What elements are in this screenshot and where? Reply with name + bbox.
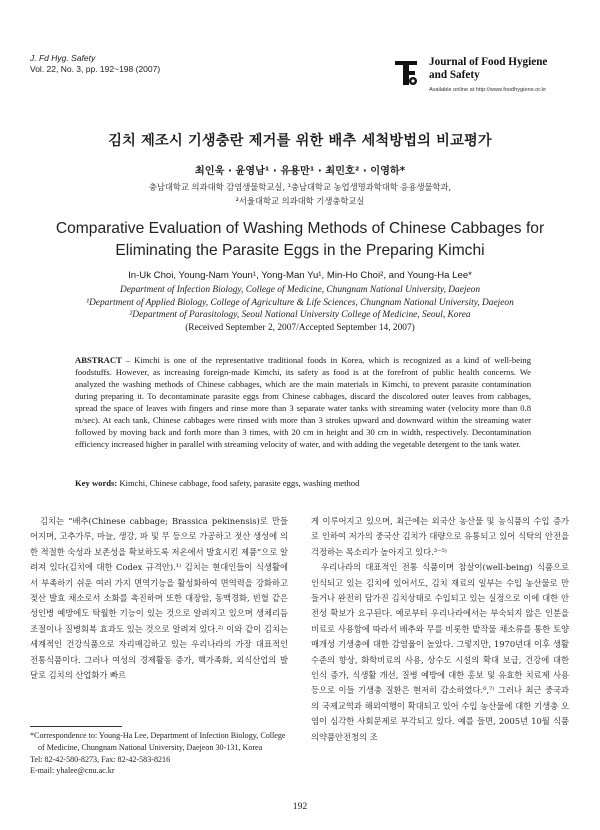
journal-abbrev: J. Fd Hyg. Safety <box>30 53 96 63</box>
body-column-left <box>30 514 288 683</box>
keywords-label: Key words: <box>75 478 118 488</box>
korean-affiliation-2: ²서울대학교 의과대학 기생충학교실 <box>235 196 365 206</box>
journal-reference <box>30 53 160 75</box>
korean-title: 김치 제조시 기생충란 제거를 위한 배추 세척방법의 비교평가 <box>108 133 492 149</box>
correspondence-footnote <box>30 730 288 777</box>
abstract-label: ABSTRACT <box>75 355 122 365</box>
keywords <box>75 478 531 488</box>
body-paragraph: 우리나라의 대표적인 전통 식품이며 참살이(well-being) 식품으로 인식되고 있는 김치에 있어서도, 김치 재료의 일부는 수입 농산물로 만들거나 완전히 담가진 김치상태로 수입되고 있는 실정으로 이에 대한 안전성 확보가 요구된다. 예로부터 우리나라에서는 부숙되지 않은 인분을 비료로 사용함에 따라서 배추와 무를 비롯한 밭작물 채소류를 통한 토양매개성 기생충에 대한 감염율이 높았다. 그렇지만, 1970년대 이후 생활수준의 향상, 화학비료의 사용, 상수도 시설의 확대 보급, 건강에 대한 인식 증가, 식생활 개선, 질병 예방에 대한 홍보 및 유효한 치료제 사용 등으로 이들 기생충 질환은 현저히 감소하였다.⁶,⁷⁾ 그러나 최근 중국과의 국제교역과 해외여행이 확대되고 있어 수입 농산물에 대한 기생충 오염이 심각한 사회문제로 부각되고 있다. 예를 들면, 2005년 10월 식품의약품안전청의 조 <box>311 562 569 742</box>
body-column-right <box>311 514 569 745</box>
english-affiliation-1: Department of Infection Biology, College of Medicine, Chungnam National University, Daejeon <box>119 285 481 295</box>
food-hygiene-journal-logo-icon <box>393 57 419 87</box>
english-title-line-2: Eliminating the Parasite Eggs in the Preparing Kimchi <box>115 242 485 259</box>
received-dates: (Received September 2, 2007/Accepted September 14, 2007) <box>185 323 415 333</box>
footnote-email: E-mail: yhalee@cnu.ac.kr <box>30 766 115 776</box>
logo-url: Available online at http://www.foodhygiene.or.kr <box>429 87 547 93</box>
abstract <box>75 354 531 450</box>
journal-volume: Vol. 22, No. 3, pp. 192~198 (2007) <box>30 64 161 74</box>
body-paragraph: 게 이루어지고 있으며, 최근에는 외국산 농산물 및 농식품의 수입 증가로 인하여 저가의 중국산 김치가 대량으로 유통되고 있어 식탁의 안전을 걱정하는 목소리가 높아지고 있다.³⁻⁵⁾ <box>311 516 569 557</box>
korean-affiliation-1: 충남대학교 의과대학 감염생물학교실, ¹충남대학교 농업생명과학대학 응용생물학과, <box>148 182 452 192</box>
page-number: 192 <box>292 801 308 812</box>
body-paragraph: 김치는 “배추(Chinese cabbage; Brassica pekinensis)로 만들어지며, 고추가루, 마늘, 생강, 파 및 무 등으로 가공하고 젓산 생성에 의한 적절한 숙성과 보존성을 확보하도록 저온에서 발효시킨 제품”으로 알려져 있다(김치에 대한 Codex 규격안).¹⁾ 김치는 현대인들이 식생활에서 부족하기 쉬운 여러 가지 면역기능을 활성화하여 면역력을 강화하고 젖산 발효 채소로서 소화를 촉진하며 또한 대장암, 동맥경화, 빈혈 같은 성인병 예방에도 탁월한 기능이 있는 것으로 알려지고 있으며 생체리듬조절이나 질병회복 효과도 있는 것으로 알려져 있다.²⁾ 이와 같이 김치는 세계적인 건강식품으로 자리매김하고 있는 우리나라의 가장 대표적인 전통식품이다. 그러나 여성의 경제활동 증가, 핵가족화, 외식산업의 발달로 김치의 산업화가 빠르 <box>30 516 288 681</box>
footnote-divider <box>30 726 122 727</box>
korean-authors: 최인욱 · 윤영남¹ · 유용만¹ · 최민호² · 이영하* <box>194 166 406 177</box>
logo-wordmark <box>429 56 547 82</box>
english-title-line-1: Comparative Evaluation of Washing Methods of Chinese Cabbages for <box>55 220 545 237</box>
english-authors: In-Uk Choi, Young-Nam Youn¹, Yong-Man Yu¹, Min-Ho Choi², and Young-Ha Lee* <box>128 270 472 281</box>
english-affiliation-2: ¹Department of Applied Biology, College of Agriculture & Life Sciences, Chungnam National University, Daejeon <box>86 298 514 308</box>
abstract-text: – Kimchi is one of the representative traditional foods in Korea, which is recognized as a kind of well-being foodstuffs. However, as increasing foreign-made Kimchi, its safety as food is at the forefront of public health concerns. We analyzed the washing methods of Chinese cabbages, which are the main materials in Kimchi, to prevent parasite contamination during preparing it. To decontaminate parasite eggs from Chinese cabbages, discard the discolored outer leaves from cabbages, spread the space of leaves with fingers and rinse more than 3 separate water tanks with streaming water (velocity more than 0.8 m/sec). At each tank, Chinese cabbages were rinsed with more than 3 strokes upward and downward within the streaming water followed by moving back and forth more than 3 times, with 20 cm in height and 30 cm in width, respectively. Decontamination efficiency increased higher in parallel with streaming velocity of water, and with adding the vegetable detergent to the tank water. <box>75 355 531 450</box>
footnote-phone: Tel: 82-42-580-8273, Fax: 82-42-583-8216 <box>30 754 171 764</box>
logo-line-2: and Safety <box>429 69 480 81</box>
keywords-text: Kimchi, Chinese cabbage, food safety, parasite eggs, washing method <box>117 478 360 488</box>
journal-logo <box>393 53 573 97</box>
footnote-correspondence: *Correspondence to: Young-Ha Lee, Department of Infection Biology, College of Medicine, Chungnam National University, Daejeon 30-131, Korea <box>30 731 286 752</box>
logo-line-1: Journal of Food Hygiene <box>429 56 548 68</box>
english-affiliation-3: ²Department of Parasitology, Seoul National University College of Medicine, Seoul, Korea <box>129 310 471 320</box>
